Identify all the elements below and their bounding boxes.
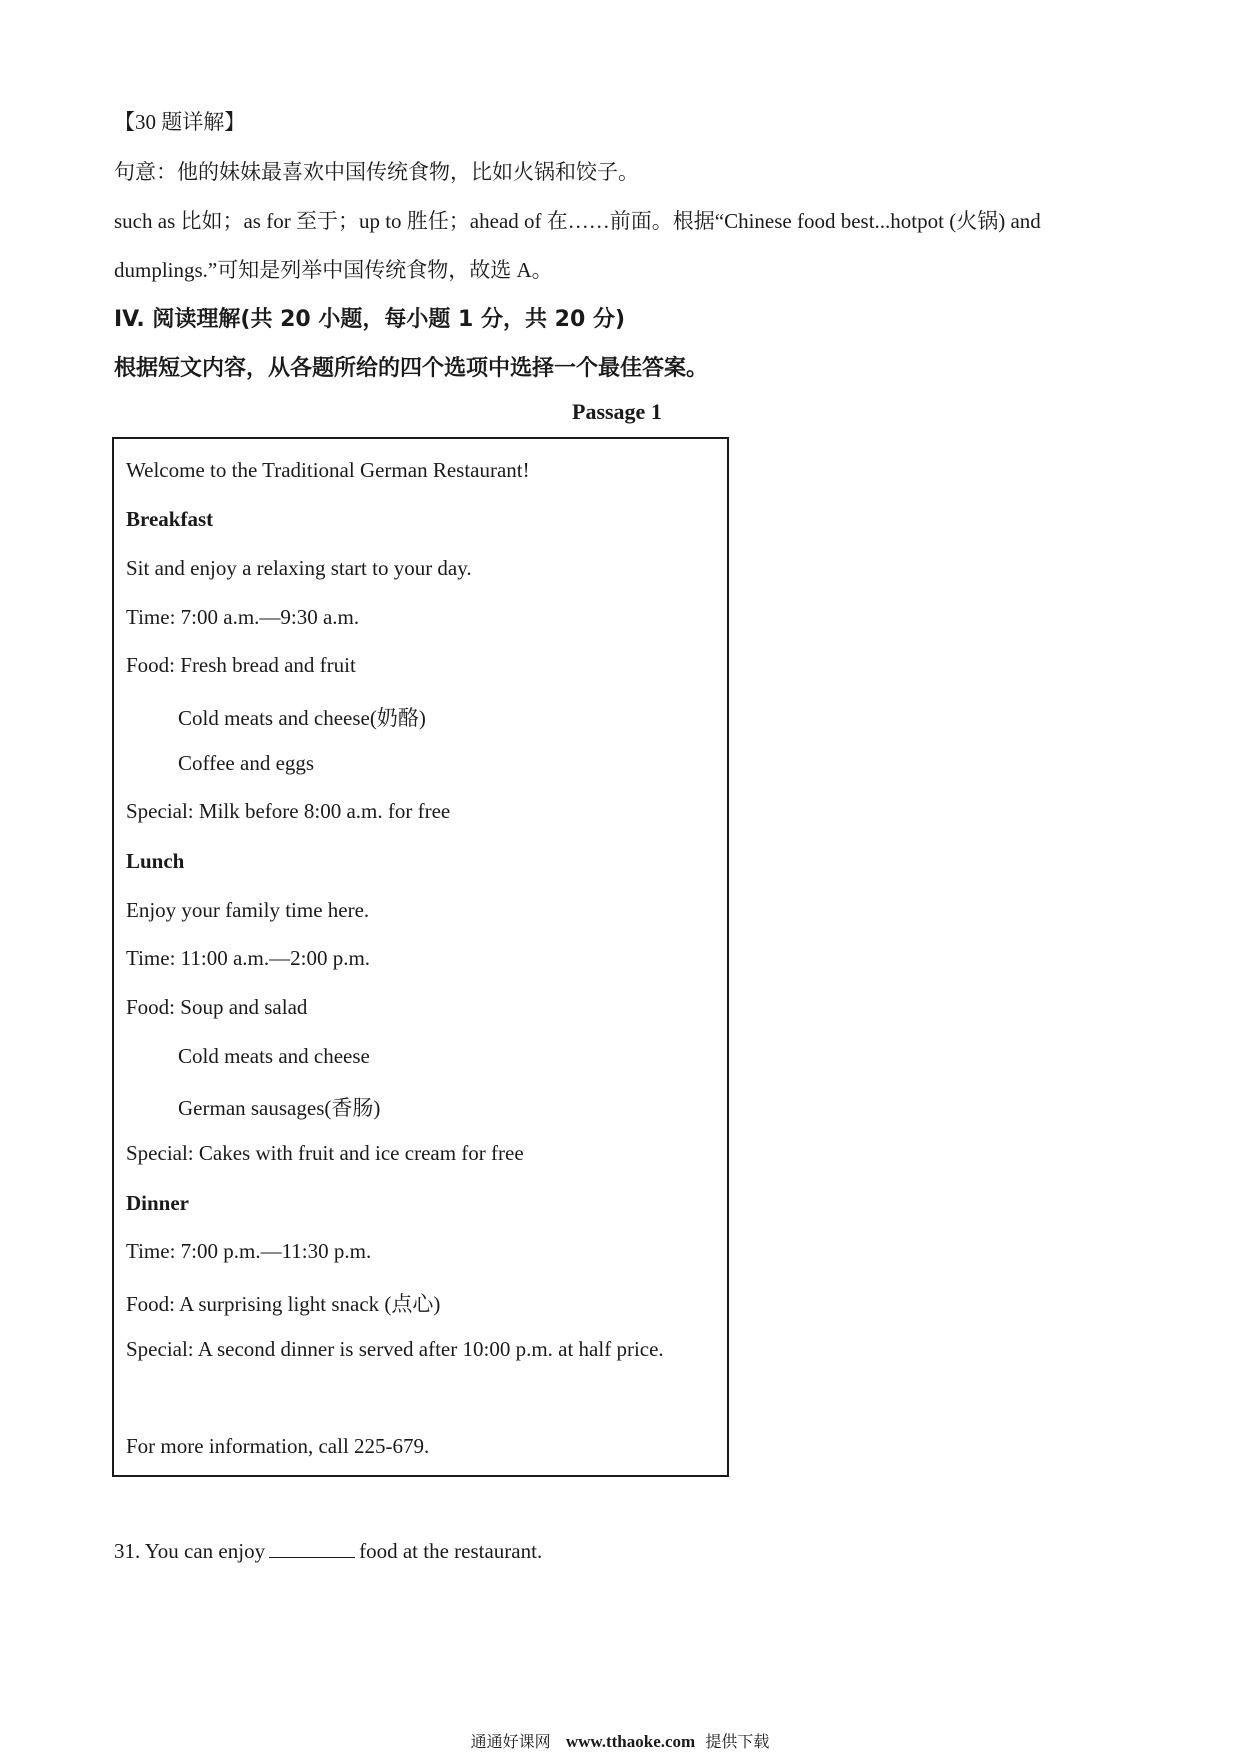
dinner-heading: Dinner	[126, 1191, 189, 1215]
menu-contact: For more information, call 225-679.	[126, 1434, 430, 1458]
lunch-special: Special: Cakes with fruit and ice cream for free	[126, 1141, 524, 1165]
dinner-special: Special: A second dinner is served after 10:00 p.m. at half price.	[126, 1337, 664, 1361]
breakfast-food-3: Coffee and eggs	[178, 751, 315, 775]
section-instruction: 根据短文内容，从各题所给的四个选项中选择一个最佳答案。	[114, 356, 709, 381]
menu-welcome: Welcome to the Traditional German Restaurant!	[126, 458, 530, 482]
answer-blank[interactable]	[269, 1539, 355, 1558]
question-31-prefix: 31. You can enjoy	[114, 1539, 266, 1563]
breakfast-special: Special: Milk before 8:00 a.m. for free	[126, 799, 451, 823]
breakfast-heading: Breakfast	[126, 507, 214, 531]
question-31	[114, 1539, 542, 1564]
explanation-analysis-line2: dumplings.”可知是列举中国传统食物，故选 A。	[114, 258, 553, 282]
footer-tail: 提供下载	[705, 1732, 770, 1751]
restaurant-menu-box	[112, 437, 729, 1477]
explanation-heading: 【30 题详解】	[114, 110, 246, 134]
lunch-intro: Enjoy your family time here.	[126, 898, 370, 922]
breakfast-food-2: Cold meats and cheese(奶酪)	[178, 706, 426, 730]
lunch-heading: Lunch	[126, 849, 185, 873]
question-31-suffix: food at the restaurant.	[359, 1539, 543, 1563]
footer-site-name: 通通好课网	[470, 1732, 551, 1751]
breakfast-food-1: Food: Fresh bread and fruit	[126, 653, 356, 677]
dinner-food: Food: A surprising light snack (点心)	[126, 1292, 441, 1316]
footer-url[interactable]: www.tthaoke.com	[565, 1732, 696, 1751]
lunch-food-2: Cold meats and cheese	[178, 1044, 370, 1068]
lunch-food-1: Food: Soup and salad	[126, 995, 308, 1019]
dinner-time: Time: 7:00 p.m.—11:30 p.m.	[126, 1239, 372, 1263]
page-footer	[0, 1729, 1240, 1752]
explanation-meaning: 句意：他的妹妹最喜欢中国传统食物，比如火锅和饺子。	[114, 160, 639, 184]
breakfast-time: Time: 7:00 a.m.—9:30 a.m.	[126, 605, 360, 629]
lunch-time: Time: 11:00 a.m.—2:00 p.m.	[126, 946, 371, 970]
breakfast-intro: Sit and enjoy a relaxing start to your day.	[126, 556, 472, 580]
passage-title: Passage 1	[572, 399, 662, 424]
section-title: IV. 阅读理解(共 20 小题，每小题 1 分，共 20 分)	[114, 307, 625, 332]
explanation-analysis-line1: such as 比如；as for 至于；up to 胜任；ahead of 在……前面。根据“Chinese food best...hotpot (火锅) and	[114, 209, 1041, 233]
lunch-food-3: German sausages(香肠)	[178, 1096, 381, 1120]
